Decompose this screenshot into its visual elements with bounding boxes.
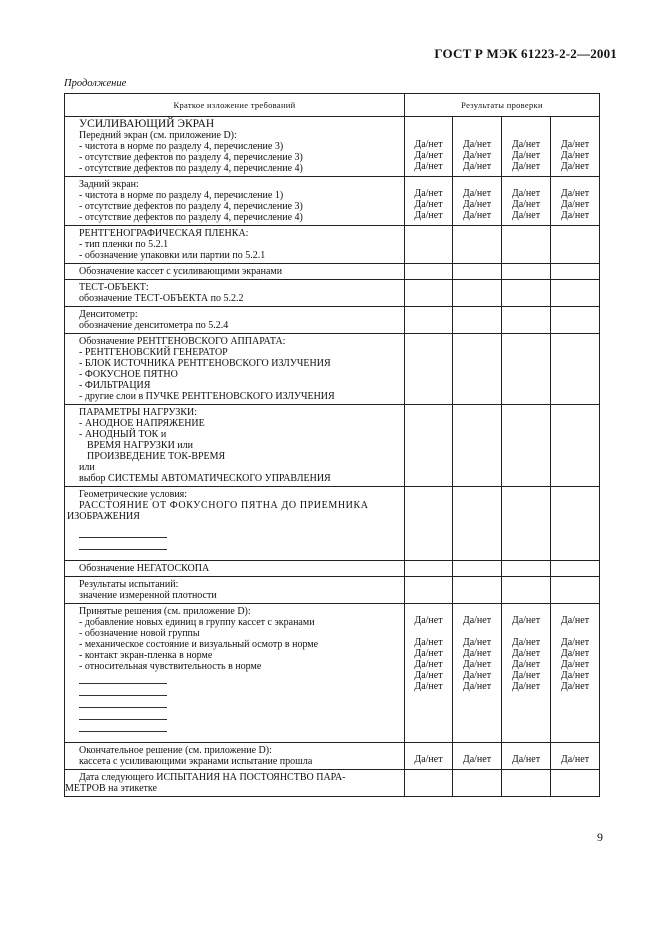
requirement-cell xyxy=(65,577,405,604)
yes-no-label: Да/нет xyxy=(462,188,492,199)
result-cell xyxy=(502,743,551,770)
yes-no-label: Да/нет xyxy=(414,659,443,670)
blank-line xyxy=(79,708,401,720)
yes-no-label: Да/нет xyxy=(414,615,443,626)
result-cell xyxy=(551,177,600,226)
result-cell xyxy=(453,604,502,743)
yes-no-label: Да/нет xyxy=(560,210,590,221)
yes-no-label: Да/нет xyxy=(462,648,492,659)
result-cell xyxy=(405,487,453,561)
result-cell xyxy=(453,226,502,264)
result-cell xyxy=(453,770,502,797)
result-cell xyxy=(502,487,551,561)
yes-no-label: Да/нет xyxy=(414,681,443,692)
requirement-line: Денситометр: xyxy=(79,309,138,320)
requirement-cell xyxy=(65,743,405,770)
yes-no-label: Да/нет xyxy=(462,659,492,670)
yes-no-label: Да/нет xyxy=(414,199,443,210)
yes-no-label: Да/нет xyxy=(462,139,492,150)
blank-line xyxy=(79,696,401,708)
yes-no-label: Да/нет xyxy=(560,188,590,199)
result-cell xyxy=(502,264,551,280)
result-cell xyxy=(405,334,453,405)
result-cell xyxy=(551,405,600,487)
yes-no-label: Да/нет xyxy=(560,637,590,648)
requirement-cell xyxy=(65,264,405,280)
requirement-line: ТЕСТ-ОБЪЕКТ: xyxy=(79,282,149,293)
yes-no-label: Да/нет xyxy=(462,161,492,172)
result-cell xyxy=(405,307,453,334)
result-cell xyxy=(453,561,502,577)
requirement-cell xyxy=(65,334,405,405)
result-cell xyxy=(453,264,502,280)
requirement-line: - обозначение упаковки или партии по 5.2.1 xyxy=(79,250,266,261)
yes-no-label: Да/нет xyxy=(560,150,590,161)
yes-no-label: Да/нет xyxy=(462,615,492,626)
result-cell xyxy=(502,226,551,264)
yes-no-label: Да/нет xyxy=(462,150,492,161)
yes-no-label: Да/нет xyxy=(462,210,492,221)
yes-no-label: Да/нет xyxy=(414,150,443,161)
result-cell xyxy=(502,334,551,405)
table-row xyxy=(65,604,600,743)
yes-no-label: Да/нет xyxy=(414,648,443,659)
result-cell xyxy=(551,264,600,280)
requirement-line: - обозначение новой группы xyxy=(79,628,200,639)
result-cell xyxy=(551,577,600,604)
requirement-line: - добавление новых единиц в группу кассет с экранами xyxy=(79,617,315,628)
result-cell xyxy=(405,770,453,797)
requirement-line: - отсутствие дефектов по разделу 4, перечисление 4) xyxy=(79,163,303,174)
table-row xyxy=(65,405,600,487)
requirement-line: Дата следующего ИСПЫТАНИЯ НА ПОСТОЯНСТВО ПАРА- xyxy=(79,772,346,783)
table-row xyxy=(65,743,600,770)
requirement-line: - отсутствие дефектов по разделу 4, перечисление 3) xyxy=(79,152,303,163)
requirement-line: Задний экран: xyxy=(79,179,139,190)
requirement-cell xyxy=(65,604,405,743)
col-results-header: Результаты проверки xyxy=(405,94,600,117)
requirement-line: МЕТРОВ на этикетке xyxy=(65,783,157,794)
requirement-line: - механическое состояние и визуальный осмотр в норме xyxy=(79,639,319,650)
yes-no-label: Да/нет xyxy=(511,199,541,210)
requirement-line: ВРЕМЯ НАГРУЗКИ или xyxy=(87,440,193,451)
requirement-line: Передний экран (см. приложение D): xyxy=(79,130,237,141)
table-row xyxy=(65,487,600,561)
result-cell xyxy=(453,487,502,561)
requirement-line: Принятые решения (см. приложение D): xyxy=(79,606,251,617)
result-cell xyxy=(453,280,502,307)
blank-line xyxy=(79,684,401,696)
page-number: 9 xyxy=(597,830,603,844)
result-cell xyxy=(453,743,502,770)
table-row xyxy=(65,264,600,280)
result-cell xyxy=(405,743,453,770)
result-cell xyxy=(551,487,600,561)
requirement-line: - РЕНТГЕНОВСКИЙ ГЕНЕРАТОР xyxy=(79,347,228,358)
result-cell xyxy=(551,280,600,307)
result-cell xyxy=(551,334,600,405)
requirement-cell xyxy=(65,177,405,226)
yes-no-label: Да/нет xyxy=(414,139,443,150)
requirement-line: ПАРАМЕТРЫ НАГРУЗКИ: xyxy=(79,407,198,418)
result-cell xyxy=(502,770,551,797)
table-header-row xyxy=(65,94,600,117)
result-cell xyxy=(502,604,551,743)
yes-no-label: Да/нет xyxy=(511,754,541,765)
table-row xyxy=(65,561,600,577)
yes-no-label: Да/нет xyxy=(511,188,541,199)
yes-no-label: Да/нет xyxy=(511,139,541,150)
requirement-cell xyxy=(65,561,405,577)
result-cell xyxy=(405,226,453,264)
table-row xyxy=(65,117,600,177)
yes-no-label: Да/нет xyxy=(511,659,541,670)
requirement-line: Обозначение кассет с усиливающими экранами xyxy=(79,266,283,277)
requirement-line: Геометрические условия: xyxy=(79,489,188,500)
requirement-line: обозначение ТЕСТ-ОБЪЕКТА по 5.2.2 xyxy=(79,293,244,304)
yes-no-label: Да/нет xyxy=(414,637,443,648)
table-row xyxy=(65,334,600,405)
yes-no-label: Да/нет xyxy=(560,615,590,626)
requirement-line: значение измеренной плотности xyxy=(79,590,217,601)
result-cell xyxy=(502,405,551,487)
blank-line xyxy=(79,720,401,732)
result-cell xyxy=(502,177,551,226)
requirement-cell xyxy=(65,487,405,561)
result-cell xyxy=(551,226,600,264)
result-cell xyxy=(453,117,502,177)
requirement-line: - отсутствие дефектов по разделу 4, перечисление 4) xyxy=(79,212,303,223)
requirement-line: обозначение денситометра по 5.2.4 xyxy=(79,320,229,331)
result-cell xyxy=(453,405,502,487)
result-cell xyxy=(551,604,600,743)
requirement-line: Обозначение НЕГАТОСКОПА xyxy=(79,563,210,574)
blank-line xyxy=(79,672,401,684)
requirement-cell xyxy=(65,405,405,487)
result-cell xyxy=(502,117,551,177)
result-cell xyxy=(551,561,600,577)
yes-no-label: Да/нет xyxy=(414,754,443,765)
requirement-line: - отсутствие дефектов по разделу 4, перечисление 3) xyxy=(79,201,303,212)
yes-no-label: Да/нет xyxy=(560,648,590,659)
yes-no-label: Да/нет xyxy=(462,754,492,765)
requirement-line: - другие слои в ПУЧКЕ РЕНТГЕНОВСКОГО ИЗЛУЧЕНИЯ xyxy=(79,391,335,402)
result-cell xyxy=(502,280,551,307)
continuation-label: Продолжение xyxy=(64,78,127,89)
table-row xyxy=(65,280,600,307)
col-requirements-header: Краткое изложение требований xyxy=(65,94,405,117)
requirement-line: - БЛОК ИСТОЧНИКА РЕНТГЕНОВСКОГО ИЗЛУЧЕНИЯ xyxy=(79,358,331,369)
yes-no-label: Да/нет xyxy=(560,199,590,210)
requirement-line: Результаты испытаний: xyxy=(79,579,179,590)
result-cell xyxy=(405,117,453,177)
yes-no-label: Да/нет xyxy=(414,670,443,681)
result-cell xyxy=(405,604,453,743)
result-cell xyxy=(453,334,502,405)
result-cell xyxy=(551,743,600,770)
requirement-cell xyxy=(65,307,405,334)
requirement-line: кассета с усиливающими экранами испытание прошла xyxy=(79,756,313,767)
requirement-line: - контакт экран-пленка в норме xyxy=(79,650,213,661)
result-cell xyxy=(405,405,453,487)
blank-line xyxy=(65,526,401,538)
yes-no-label: Да/нет xyxy=(511,210,541,221)
yes-no-label: Да/нет xyxy=(462,199,492,210)
yes-no-label: Да/нет xyxy=(560,754,590,765)
requirement-line: - АНОДНЫЙ ТОК и xyxy=(79,429,167,440)
yes-no-label: Да/нет xyxy=(462,637,492,648)
yes-no-label: Да/нет xyxy=(511,637,541,648)
requirement-cell xyxy=(65,770,405,797)
result-cell xyxy=(405,561,453,577)
requirement-cell xyxy=(65,117,405,177)
requirement-line: РЕНТГЕНОГРАФИЧЕСКАЯ ПЛЕНКА: xyxy=(79,228,249,239)
result-cell xyxy=(453,307,502,334)
result-cell xyxy=(502,307,551,334)
result-cell xyxy=(453,577,502,604)
blank-line xyxy=(65,538,401,550)
requirement-line: - чистота в норме по разделу 4, перечисление 1) xyxy=(79,190,284,201)
result-cell xyxy=(551,770,600,797)
requirement-line: Обозначение РЕНТГЕНОВСКОГО АППАРАТА: xyxy=(79,336,286,347)
requirement-line: ПРОИЗВЕДЕНИЕ ТОК-ВРЕМЯ xyxy=(87,451,226,462)
result-cell xyxy=(405,577,453,604)
yes-no-label: Да/нет xyxy=(511,161,541,172)
requirement-line: или xyxy=(79,462,95,473)
requirement-line: ИЗОБРАЖЕНИЯ xyxy=(67,511,140,522)
requirement-line: - АНОДНОЕ НАПРЯЖЕНИЕ xyxy=(79,418,205,429)
result-cell xyxy=(453,177,502,226)
requirement-line: Окончательное решение (см. приложение D): xyxy=(79,745,272,756)
yes-no-label: Да/нет xyxy=(511,670,541,681)
table-row xyxy=(65,577,600,604)
yes-no-label: Да/нет xyxy=(560,659,590,670)
result-cell xyxy=(502,577,551,604)
result-cell xyxy=(551,307,600,334)
result-cell xyxy=(502,561,551,577)
yes-no-label: Да/нет xyxy=(560,161,590,172)
yes-no-label: Да/нет xyxy=(414,210,443,221)
table-row xyxy=(65,226,600,264)
requirement-line: выбор СИСТЕМЫ АВТОМАТИЧЕСКОГО УПРАВЛЕНИЯ xyxy=(79,473,331,484)
requirements-table xyxy=(64,93,600,797)
requirement-line: РАССТОЯНИЕ ОТ ФОКУСНОГО ПЯТНА ДО ПРИЕМНИКА xyxy=(79,500,369,511)
yes-no-label: Да/нет xyxy=(511,681,541,692)
yes-no-label: Да/нет xyxy=(560,670,590,681)
yes-no-label: Да/нет xyxy=(560,681,590,692)
requirement-cell xyxy=(65,226,405,264)
yes-no-label: Да/нет xyxy=(560,139,590,150)
requirement-line: - ФОКУСНОЕ ПЯТНО xyxy=(79,369,178,380)
requirement-line: - относительная чувствительность в норме xyxy=(79,661,262,672)
yes-no-label: Да/нет xyxy=(414,161,443,172)
yes-no-label: Да/нет xyxy=(462,670,492,681)
document-code: ГОСТ Р МЭК 61223-2-2—2001 xyxy=(434,46,617,61)
result-cell xyxy=(551,117,600,177)
requirement-line: - ФИЛЬТРАЦИЯ xyxy=(79,380,151,391)
requirement-line: - тип пленки по 5.2.1 xyxy=(79,239,169,250)
result-cell xyxy=(405,177,453,226)
yes-no-label: Да/нет xyxy=(511,615,541,626)
result-cell xyxy=(405,280,453,307)
yes-no-label: Да/нет xyxy=(511,150,541,161)
table-row xyxy=(65,177,600,226)
yes-no-label: Да/нет xyxy=(462,681,492,692)
result-cell xyxy=(405,264,453,280)
requirement-line: - чистота в норме по разделу 4, перечисление 3) xyxy=(79,141,284,152)
table-row xyxy=(65,307,600,334)
table-row xyxy=(65,770,600,797)
yes-no-label: Да/нет xyxy=(511,648,541,659)
requirement-cell xyxy=(65,280,405,307)
requirement-line: УСИЛИВАЮЩИЙ ЭКРАН xyxy=(79,118,215,130)
yes-no-label: Да/нет xyxy=(414,188,443,199)
